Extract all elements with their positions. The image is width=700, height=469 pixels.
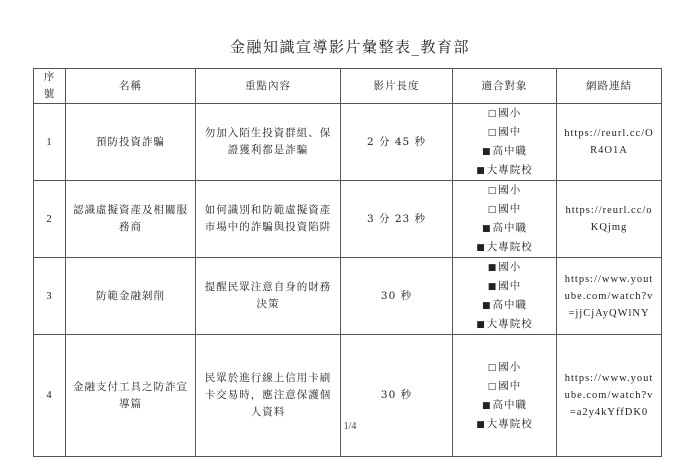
- checkbox-icon: ■: [481, 224, 492, 234]
- page-indicator: 1/4: [343, 421, 357, 432]
- row-number: 2: [34, 181, 66, 258]
- header-no: 序號: [34, 69, 66, 104]
- checkbox-icon: □: [487, 205, 498, 215]
- checkbox-icon: ■: [476, 419, 486, 430]
- audience-elementary: ■國小: [487, 261, 522, 273]
- video-summary-table: [33, 68, 662, 457]
- video-name: 金融支付工具之防詐宣導篇: [66, 335, 196, 457]
- header-content: 重點內容: [196, 69, 341, 104]
- checkbox-icon: ■: [481, 301, 492, 311]
- audience-elementary: □國小: [487, 184, 522, 196]
- table-row: [34, 181, 662, 258]
- checkbox-icon: ■: [481, 400, 492, 411]
- checkbox-icon: ■: [487, 263, 498, 273]
- table-row: [34, 335, 662, 457]
- table-row: [34, 104, 662, 181]
- audience-senior-high: ■高中職: [481, 145, 527, 157]
- audience-junior-high: ■國中: [487, 280, 522, 292]
- audience-cell: [453, 258, 557, 335]
- audience-junior-high: □國中: [487, 203, 522, 215]
- video-length: 30 秒: [341, 335, 453, 457]
- video-link[interactable]: https://reurl.cc/oKQjmg: [557, 181, 662, 258]
- audience-university: ■大專院校: [476, 318, 533, 330]
- video-name: 認識虛擬資產及相關服務商: [66, 181, 196, 258]
- checkbox-icon: ■: [476, 166, 486, 176]
- row-number: 4: [34, 335, 66, 457]
- video-link[interactable]: https://www.youtube.com/watch?v=a2y4kYffDK0: [557, 335, 662, 457]
- checkbox-icon: □: [487, 128, 498, 138]
- audience-senior-high: ■高中職: [481, 398, 527, 411]
- table-header-row: [34, 69, 662, 104]
- audience-cell: [453, 104, 557, 181]
- video-name: 預防投資詐騙: [66, 104, 196, 181]
- audience-elementary: □國小: [487, 107, 522, 119]
- document-title: 金融知識宣導影片彙整表_教育部: [229, 38, 470, 56]
- audience-cell: [453, 335, 557, 457]
- row-number: 1: [34, 104, 66, 181]
- video-content: 勿加入陌生投資群組、保證獲利都是詐騙: [196, 104, 341, 181]
- video-content: 如何識別和防範虛擬資產市場中的詐騙與投資陷阱: [196, 181, 341, 258]
- audience-university: ■大專院校: [476, 164, 533, 176]
- video-length: 3 分 23 秒: [341, 181, 453, 258]
- audience-elementary: □國小: [487, 360, 522, 373]
- audience-university: ■大專院校: [476, 417, 533, 430]
- checkbox-icon: □: [487, 381, 498, 392]
- audience-university: ■大專院校: [476, 241, 533, 253]
- header-audience: 適合對象: [453, 69, 557, 104]
- table-row: [34, 258, 662, 335]
- audience-junior-high: □國中: [487, 126, 522, 138]
- audience-cell: [453, 181, 557, 258]
- video-link[interactable]: https://reurl.cc/OR4O1A: [557, 104, 662, 181]
- video-name: 防範金融剝削: [66, 258, 196, 335]
- header-link: 網路連結: [557, 69, 662, 104]
- video-length: 2 分 45 秒: [341, 104, 453, 181]
- checkbox-icon: ■: [487, 282, 498, 292]
- video-content: 民眾於進行線上信用卡刷卡交易時，應注意保護個人資料: [196, 335, 341, 457]
- checkbox-icon: □: [487, 109, 498, 119]
- video-link[interactable]: https://www.youtube.com/watch?v=jjCjAyQWlNY: [557, 258, 662, 335]
- checkbox-icon: ■: [476, 243, 486, 253]
- audience-senior-high: ■高中職: [481, 222, 527, 234]
- audience-junior-high: □國中: [487, 379, 522, 392]
- audience-senior-high: ■高中職: [481, 299, 527, 311]
- header-length: 影片長度: [341, 69, 453, 104]
- checkbox-icon: □: [487, 186, 498, 196]
- checkbox-icon: ■: [476, 320, 486, 330]
- checkbox-icon: □: [487, 362, 498, 373]
- checkbox-icon: ■: [481, 147, 492, 157]
- video-length: 30 秒: [341, 258, 453, 335]
- header-name: 名稱: [66, 69, 196, 104]
- row-number: 3: [34, 258, 66, 335]
- video-content: 提醒民眾注意自身的財務決策: [196, 258, 341, 335]
